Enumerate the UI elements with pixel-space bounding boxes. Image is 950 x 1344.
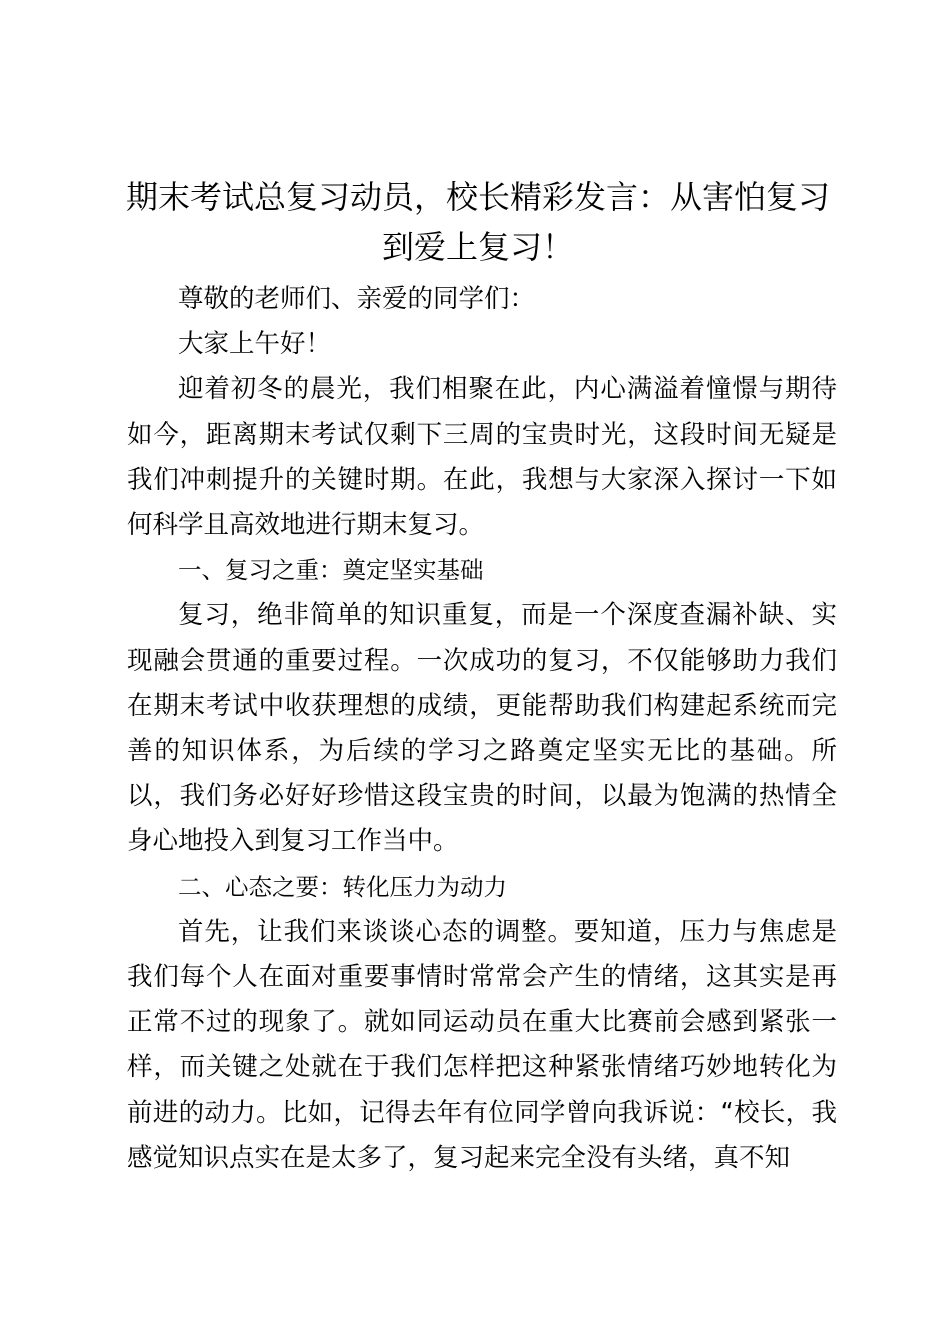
section-heading-2: 二、心态之要：转化压力为动力 <box>178 872 507 901</box>
section-1-paragraph: 复习，绝非简单的知识重复，而是一个深度查漏补缺、实现融会贯通的重要过程。一次成功的复习，不仅能够助力我们在期末考试中收获理想的成绩，更能帮助我们构建起系统而完善的知识体系，为后续的学习之路奠定坚实无比的基础。所以，我们务必好好珍惜这段宝贵的时间，以最为饱满的热情全身心地投入到复习工作当中。 <box>127 600 837 857</box>
section-2-paragraph: 首先，让我们来谈谈心态的调整。要知道，压力与焦虑是我们每个人在面对重要事情时常常会产生的情绪，这其实是再正常不过的现象了。就如同运动员在重大比赛前会感到紧张一样，而关键之处就在于我们怎样把这种紧张情绪巧妙地转化为前进的动力。比如，记得去年有位同学曾向我诉说：“校长，我感觉知识点实在是太多了，复习起来完全没有头绪，真不知 <box>127 916 837 1173</box>
greeting: 大家上午好！ <box>178 329 332 360</box>
document-title: 期末考试总复习动员，校长精彩发言：从害怕复习到爱上复习！ <box>125 178 830 266</box>
salutation: 尊敬的老师们、亲爱的同学们： <box>178 284 536 314</box>
intro-paragraph: 迎着初冬的晨光，我们相聚在此，内心满溢着憧憬与期待如今，距离期末考试仅剩下三周的宝贵时光，这段时间无疑是我们冲刺提升的关键时期。在此，我想与大家深入探讨一下如何科学且高效地进行期末复习。 <box>127 374 837 541</box>
section-heading-1: 一、复习之重：奠定坚实基础 <box>178 556 484 585</box>
document-body <box>127 277 837 1181</box>
